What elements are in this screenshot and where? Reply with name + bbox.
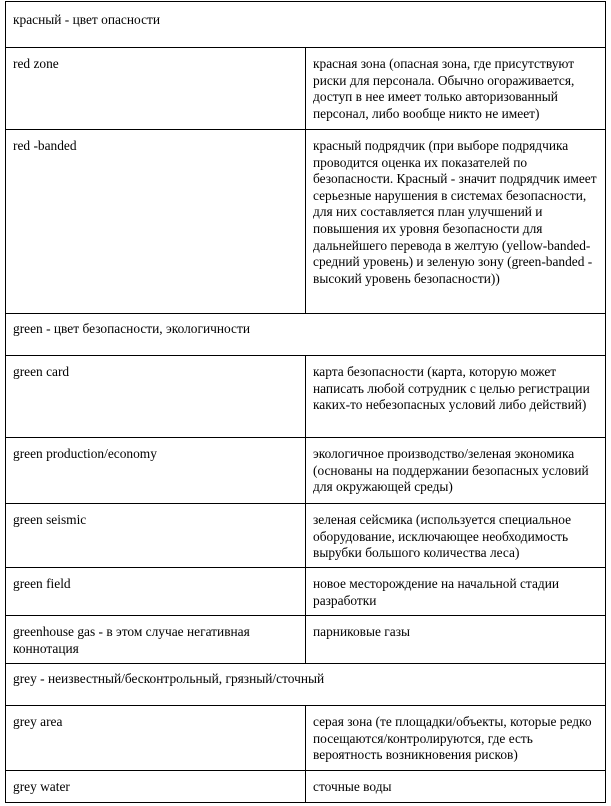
- definition-cell: карта безопасности (карта, которую может написать любой сотрудник с целью регистрации каких-то небезопасных условий либо действий): [306, 356, 606, 438]
- term-cell: green field: [6, 568, 306, 616]
- section-heading: grey - неизвестный/бесконтрольный, грязный/сточный: [6, 664, 606, 706]
- section-row-red: [6, 2, 606, 48]
- table-row: [6, 130, 606, 314]
- section-heading: green - цвет безопасности, экологичности: [6, 314, 606, 356]
- glossary-body: [6, 2, 606, 803]
- definition-cell: зеленая сейсмика (используется специальное оборудование, исключающее необходимость вырубки большого количества леса): [306, 504, 606, 568]
- section-heading: красный - цвет опасности: [6, 2, 606, 48]
- term-cell: green production/economy: [6, 438, 306, 504]
- table-row: [6, 568, 606, 616]
- table-row: [6, 706, 606, 771]
- table-row: [6, 48, 606, 130]
- table-row: [6, 504, 606, 568]
- term-cell: greenhouse gas - в этом случае негативная коннотация: [6, 616, 306, 664]
- table-row: [6, 771, 606, 803]
- definition-cell: красный подрядчик (при выборе подрядчика проводится оценка их показателей по безопасности. Красный - значит подрядчик имеет серьезные нарушения в системах безопасности, для них составляется план улучшений и повышения их уровня безопасности для дальнейшего перевода в желтую (yellow-banded- средний уровень) и зеленую зону (green-banded - высокий уровень безопасности)): [306, 130, 606, 314]
- glossary-table: [5, 1, 606, 803]
- term-cell: grey water: [6, 771, 306, 803]
- term-cell: green card: [6, 356, 306, 438]
- term-cell: grey area: [6, 706, 306, 771]
- table-row: [6, 438, 606, 504]
- term-cell: green seismic: [6, 504, 306, 568]
- section-row-grey: [6, 664, 606, 706]
- table-row: [6, 356, 606, 438]
- table-row: [6, 616, 606, 664]
- definition-cell: парниковые газы: [306, 616, 606, 664]
- definition-cell: новое месторождение на начальной стадии разработки: [306, 568, 606, 616]
- term-cell: red -banded: [6, 130, 306, 314]
- definition-cell: серая зона (те площадки/объекты, которые редко посещаются/контролируются, где есть вероятность возникновения рисков): [306, 706, 606, 771]
- definition-cell: красная зона (опасная зона, где присутствуют риски для персонала. Обычно огораживается, доступ в нее имеет только авторизованный персонал, либо вообще никто не имеет): [306, 48, 606, 130]
- definition-cell: сточные воды: [306, 771, 606, 803]
- definition-cell: экологичное производство/зеленая экономика (основаны на поддержании безопасных условий для окружающей среды): [306, 438, 606, 504]
- term-cell: red zone: [6, 48, 306, 130]
- section-row-green: [6, 314, 606, 356]
